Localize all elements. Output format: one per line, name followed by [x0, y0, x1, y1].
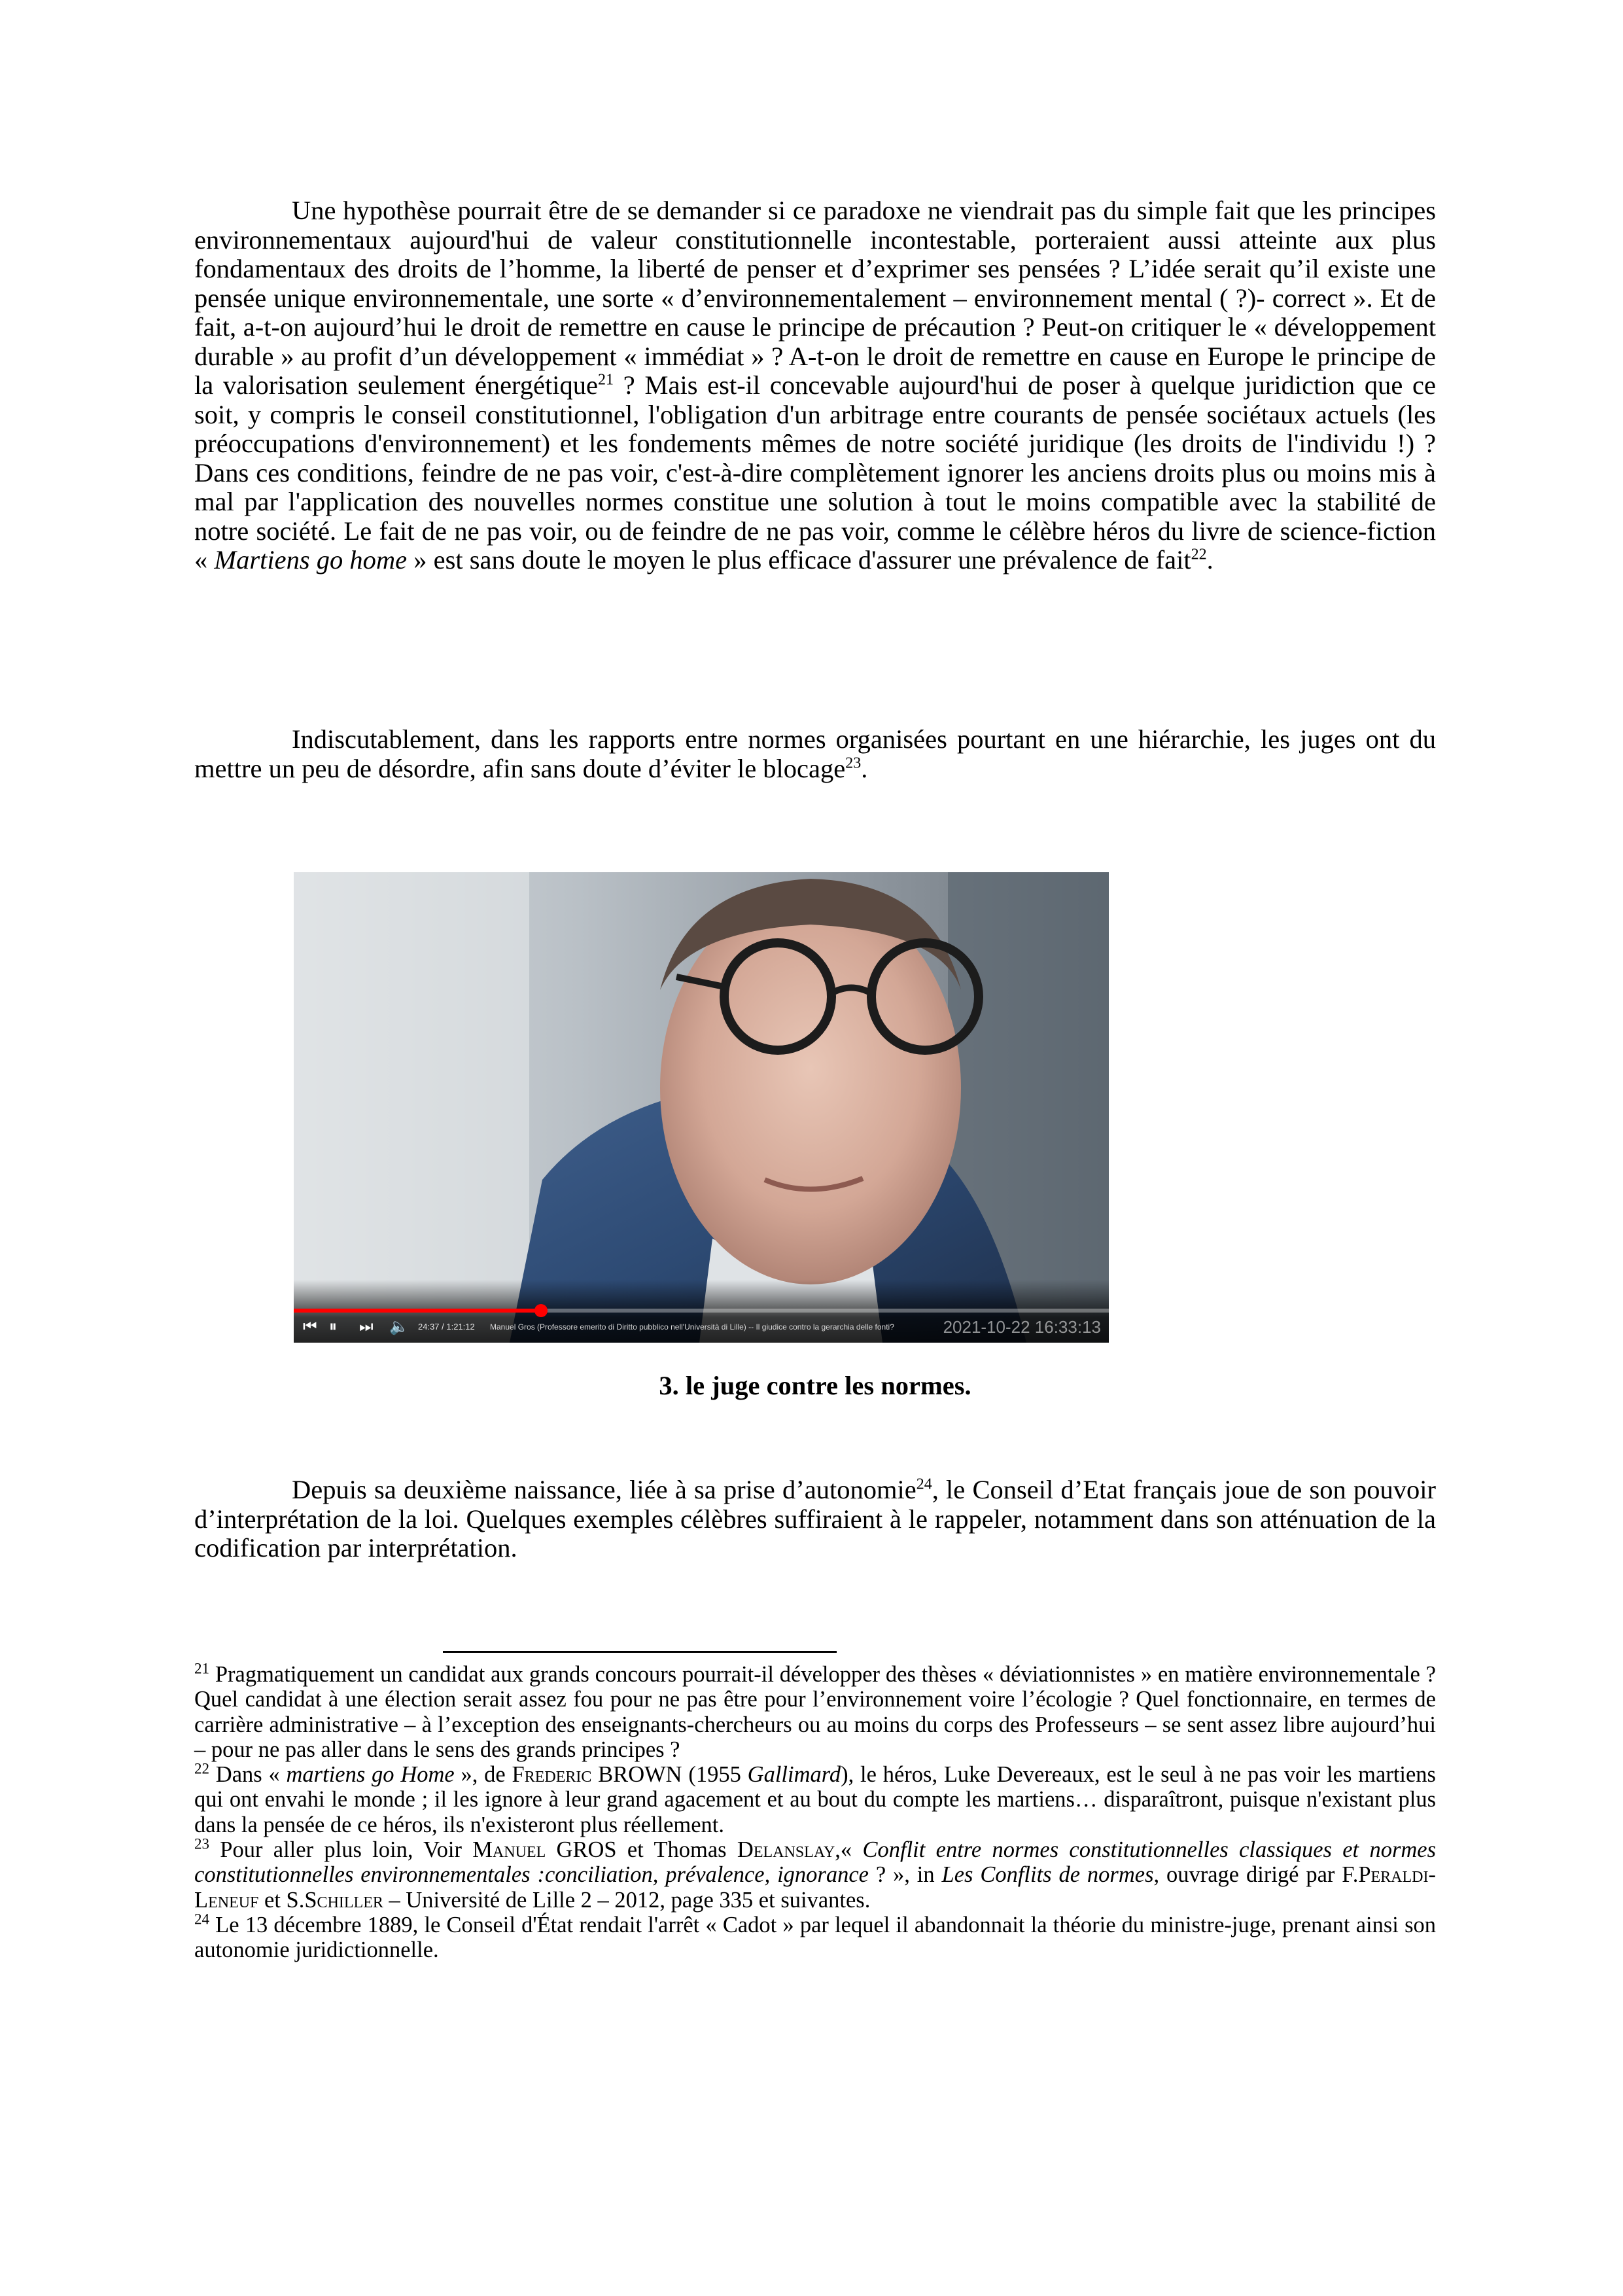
footnote-ref-24[interactable]: 24	[916, 1475, 932, 1493]
editor-name: Schiller	[304, 1887, 383, 1913]
book-title: Martiens go home	[214, 545, 408, 574]
footnote-text: et S.	[258, 1887, 305, 1913]
footnote-text: Pour aller plus loin, Voir	[209, 1837, 473, 1863]
next-icon[interactable]: ⏭	[359, 1318, 374, 1335]
footnote-text: Pragmatiquement un candidat aux grands concours pourrait-il développer des thèses « déviationnistes » en matière environnementale ? Quel candidat à une élection serait assez fou pour ne pas être pour l’environnement voire l’écologie ? Quel fonctionnaire, en termes de carrière administrative – à l’exception des enseignants-chercheurs ou au moins du corps des Professeurs – se sent assez libre aujourd’hui – pour ne pas aller dans le sens des grands principes ?	[194, 1662, 1436, 1762]
author-name: Frederic	[512, 1762, 592, 1788]
editor-name: Peraldi-Leneuf	[194, 1862, 1436, 1913]
article-title: Conflit entre normes constitutionnelles classiques et normes constitutionnelles environnementales :conciliation, prévalence, ignorance	[194, 1837, 1437, 1888]
text-run: Une hypothèse pourrait être de se demander si ce paradoxe ne viendrait pas du simple fait que les principes environnementaux aujourd'hui de valeur constitutionnelle incontestable, porteraient aussi atteinte aux plus fondamentaux des droits de l’homme, la liberté de penser et d’exprimer ses pensées ? L’idée serait qu’il existe une pensée unique environnementale, une sorte « d’environnementalement – environnement mental ( ?)- correct ». Et de fait, a-t-on aujourd’hui le droit de remettre en cause le principe de précaution ? Peut-on critiquer le « développement durable » au profit d’un développement « immédiat » ? A-t-on le droit de remettre en cause en Europe le principe de la valorisation seulement énergétique	[194, 196, 1436, 400]
publisher: Gallimard	[747, 1762, 841, 1788]
footnote-text: GROS et Thomas	[546, 1837, 737, 1863]
volume-icon[interactable]: 🔈	[389, 1318, 409, 1335]
footnote-text: – Université de Lille 2 – 2012, page 335 et suivantes.	[383, 1887, 871, 1913]
text-run: Indiscutablement, dans les rapports entre normes organisées pourtant en une hiérarchie, les juges ont du mettre un peu de désordre, afin sans doute d’éviter le blocage	[194, 724, 1436, 783]
text-run: » est sans doute le moyen le plus efficace d'assurer une prévalence de fait	[407, 545, 1191, 574]
footnote-ref-21[interactable]: 21	[598, 371, 614, 389]
footnote-22	[194, 1762, 1436, 1837]
footnote-21	[194, 1662, 1436, 1762]
pause-icon[interactable]: ⏸	[329, 1318, 337, 1335]
progress-bar[interactable]	[294, 1309, 1109, 1313]
previous-icon[interactable]: ⏮	[303, 1318, 317, 1335]
progress-played	[294, 1309, 541, 1313]
footnote-text: Dans «	[209, 1762, 287, 1788]
footnote-number: 24	[194, 1911, 209, 1928]
video-screenshot[interactable]	[294, 872, 1109, 1343]
text-run: .	[861, 753, 868, 783]
footnote-text: , ouvrage dirigé par F.	[1153, 1862, 1359, 1888]
player-controls	[294, 1280, 1109, 1343]
video-frame	[294, 872, 1109, 1343]
footnotes	[194, 1662, 1436, 1963]
time-display: 24:37 / 1:21:12	[418, 1322, 475, 1332]
text-run: , le Conseil d’Etat français joue de son pouvoir d’interprétation de la loi. Quelques exemples célèbres suffiraient à le rappeler, notamment dans son atténuation de la codification par interprétation.	[194, 1475, 1436, 1563]
footnote-text: ), le héros, Luke Devereaux, est le seul à ne pas voir les martiens qui ont envahi le monde ; il les ignore à leur grand agacement et au bout du compte les martiens… disparaîtront, puisque n'existant plus dans la pensée de ce héros, ils n'existeront plus réellement.	[194, 1762, 1436, 1837]
footnote-separator	[443, 1651, 837, 1653]
author-name: Delanslay	[737, 1837, 835, 1863]
paragraph-hypothesis	[194, 196, 1436, 575]
paragraph-conseil-etat	[194, 1475, 1436, 1563]
footnote-23	[194, 1837, 1436, 1913]
footnote-text: Le 13 décembre 1889, le Conseil d'État rendait l'arrêt « Cadot » par lequel il abandonnait la théorie du ministre-juge, prenant ainsi son autonomie juridictionnelle.	[194, 1912, 1436, 1963]
footnote-number: 21	[194, 1660, 209, 1677]
book-title: martiens go Home	[286, 1762, 455, 1788]
footnote-text: ,«	[835, 1837, 863, 1863]
footnote-text: », de	[454, 1762, 512, 1788]
progress-scrubber[interactable]	[534, 1304, 548, 1317]
author-name: Manuel	[472, 1837, 546, 1863]
footnote-ref-23[interactable]: 23	[845, 754, 862, 771]
paragraph-judges	[194, 725, 1436, 783]
footnote-text: BROWN (1955	[591, 1762, 748, 1788]
text-run: .	[1206, 545, 1213, 574]
footnote-text: ? », in	[868, 1862, 942, 1888]
footnote-24	[194, 1913, 1436, 1963]
text-run: ? Mais est-il concevable aujourd'hui de poser à quelque juridiction que ce soit, y compris le conseil constitutionnel, l'obligation d'un arbitrage entre courants de pensée sociétaux actuels (les préoccupations d'environnement) et les fondements mêmes de notre société juridique (les droits de l'individu !) ? Dans ces conditions, feindre de ne pas voir, c'est-à-dire complètement ignorer les anciens droits plus ou moins mis à mal par l'application des nouvelles normes constitue une solution à tout le moins compatible avec la stabilité de notre société. Le fait de ne pas voir, ou de feindre de ne pas voir, comme le célèbre héros du livre de science-fiction «	[194, 370, 1436, 574]
timestamp-overlay: 2021-10-22 16:33:13	[943, 1317, 1101, 1337]
book-title: Les Conflits de normes	[941, 1862, 1154, 1888]
text-run: Depuis sa deuxième naissance, liée à sa prise d’autonomie	[292, 1475, 916, 1504]
footnote-ref-22[interactable]: 22	[1191, 546, 1207, 563]
video-title: Manuel Gros (Professore emerito di Diritto pubblico nell'Università di Lille) -- Il giudice contro la gerarchia delle fonti?	[490, 1322, 894, 1332]
footnote-number: 22	[194, 1760, 209, 1777]
section-heading: 3. le juge contre les normes.	[659, 1371, 971, 1400]
footnote-number: 23	[194, 1835, 209, 1852]
